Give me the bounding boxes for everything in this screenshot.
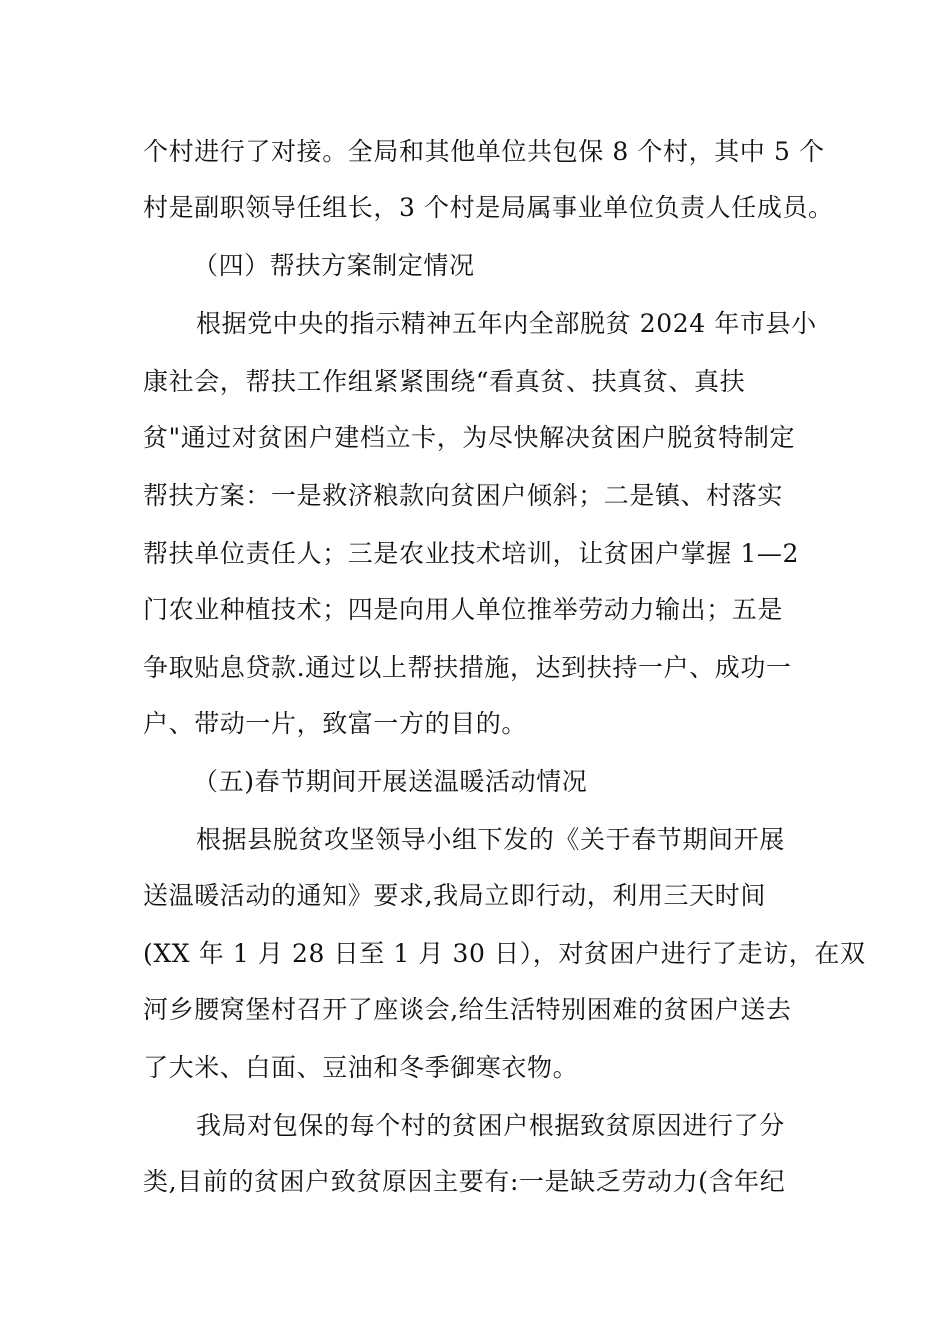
text-line: 帮扶方案：一是救济粮款向贫困户倾斜；二是镇、村落实: [143, 481, 784, 510]
paragraph-first-line: 根据党中央的指示精神五年内全部脱贫 2024 年市县小: [196, 309, 817, 338]
text-line: 村是副职领导任组长，3 个村是局属事业单位负责人任成员。: [143, 193, 834, 222]
text-line: 争取贴息贷款.通过以上帮扶措施，达到扶持一户、成功一: [143, 653, 792, 682]
text-line: 门农业种植技术；四是向用人单位推举劳动力输出；五是: [143, 595, 784, 624]
section-heading-5: （五)春节期间开展送温暖活动情况: [193, 767, 588, 796]
text-line: 户、带动一片，致富一方的目的。: [143, 709, 528, 738]
text-line: 个村进行了对接。全局和其他单位共包保 8 个村，其中 5 个: [143, 137, 825, 166]
text-line: 送温暖活动的通知》要求,我局立即行动，利用三天时间: [143, 881, 766, 910]
paragraph-first-line: 根据县脱贫攻坚领导小组下发的《关于春节期间开展: [196, 825, 785, 854]
text-line: 帮扶单位责任人；三是农业技术培训，让贫困户掌握 1—2: [143, 539, 799, 568]
section-heading-4: （四）帮扶方案制定情况: [193, 251, 475, 280]
text-line: 贫"通过对贫困户建档立卡，为尽快解决贫困户脱贫特制定: [143, 423, 796, 452]
text-line: 康社会，帮扶工作组紧紧围绕“看真贫、扶真贫、真扶: [143, 367, 746, 396]
text-line: 类,目前的贫困户致贫原因主要有:一是缺乏劳动力(含年纪: [143, 1167, 786, 1196]
text-line: 河乡腰窝堡村召开了座谈会,给生活特别困难的贫困户送去: [143, 995, 792, 1024]
text-line: (XX 年 1 月 28 日至 1 月 30 日），对贫困户进行了走访，在双: [143, 939, 866, 968]
text-line: 了大米、白面、豆油和冬季御寒衣物。: [143, 1053, 579, 1082]
paragraph-first-line: 我局对包保的每个村的贫困户根据致贫原因进行了分: [196, 1111, 785, 1140]
